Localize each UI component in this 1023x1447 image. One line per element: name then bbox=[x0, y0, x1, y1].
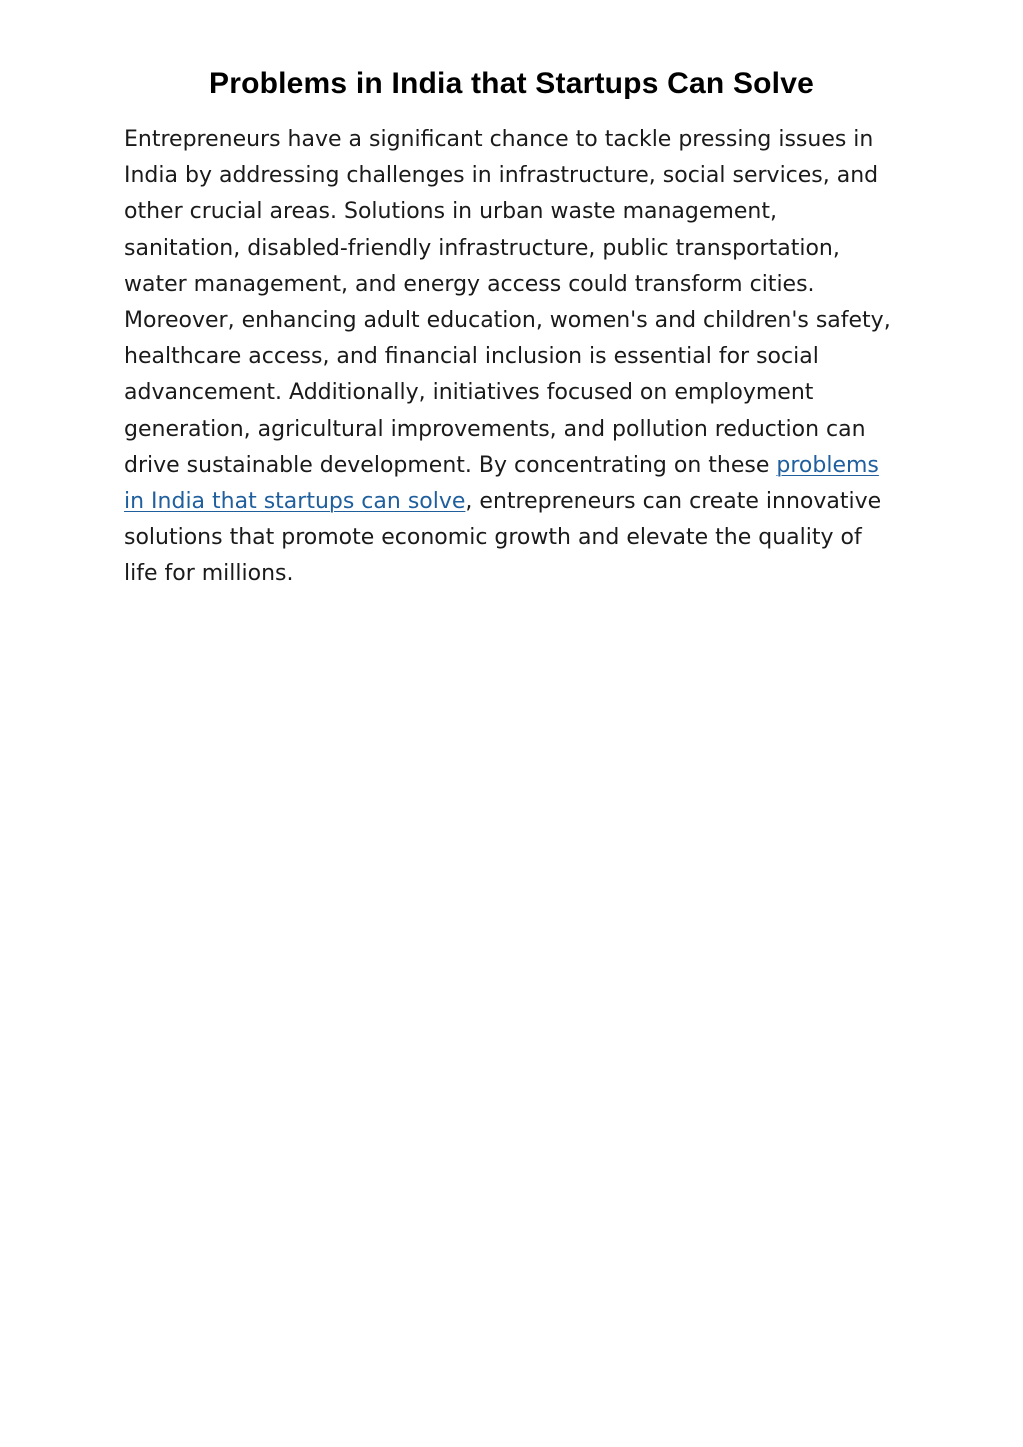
paragraph-text-after-link: , entrepreneurs can create innovative solutions that promote economic growth and elevate the quality of life for millions. bbox=[124, 489, 882, 587]
body-paragraph bbox=[124, 122, 899, 593]
startup-problems-link[interactable]: problems in India that startups can solve bbox=[124, 452, 879, 515]
document-title: Problems in India that Startups Can Solve bbox=[209, 67, 814, 100]
paragraph-text-before-link: Entrepreneurs have a significant chance to tackle pressing issues in India by addressing challenges in infrastructure, social services, and other crucial areas. Solutions in urban waste management, sanitation, disabled-friendly infrastructure, public transportation, water management, and energy access could transform cities. Moreover, enhancing adult education, women's and children's safety, healthcare access, and financial inclusion is essential for social advancement. Additionally, initiatives focused on employment generation, agricultural improvements, and pollution reduction can drive sustainable development. By concentrating on these bbox=[124, 127, 891, 478]
